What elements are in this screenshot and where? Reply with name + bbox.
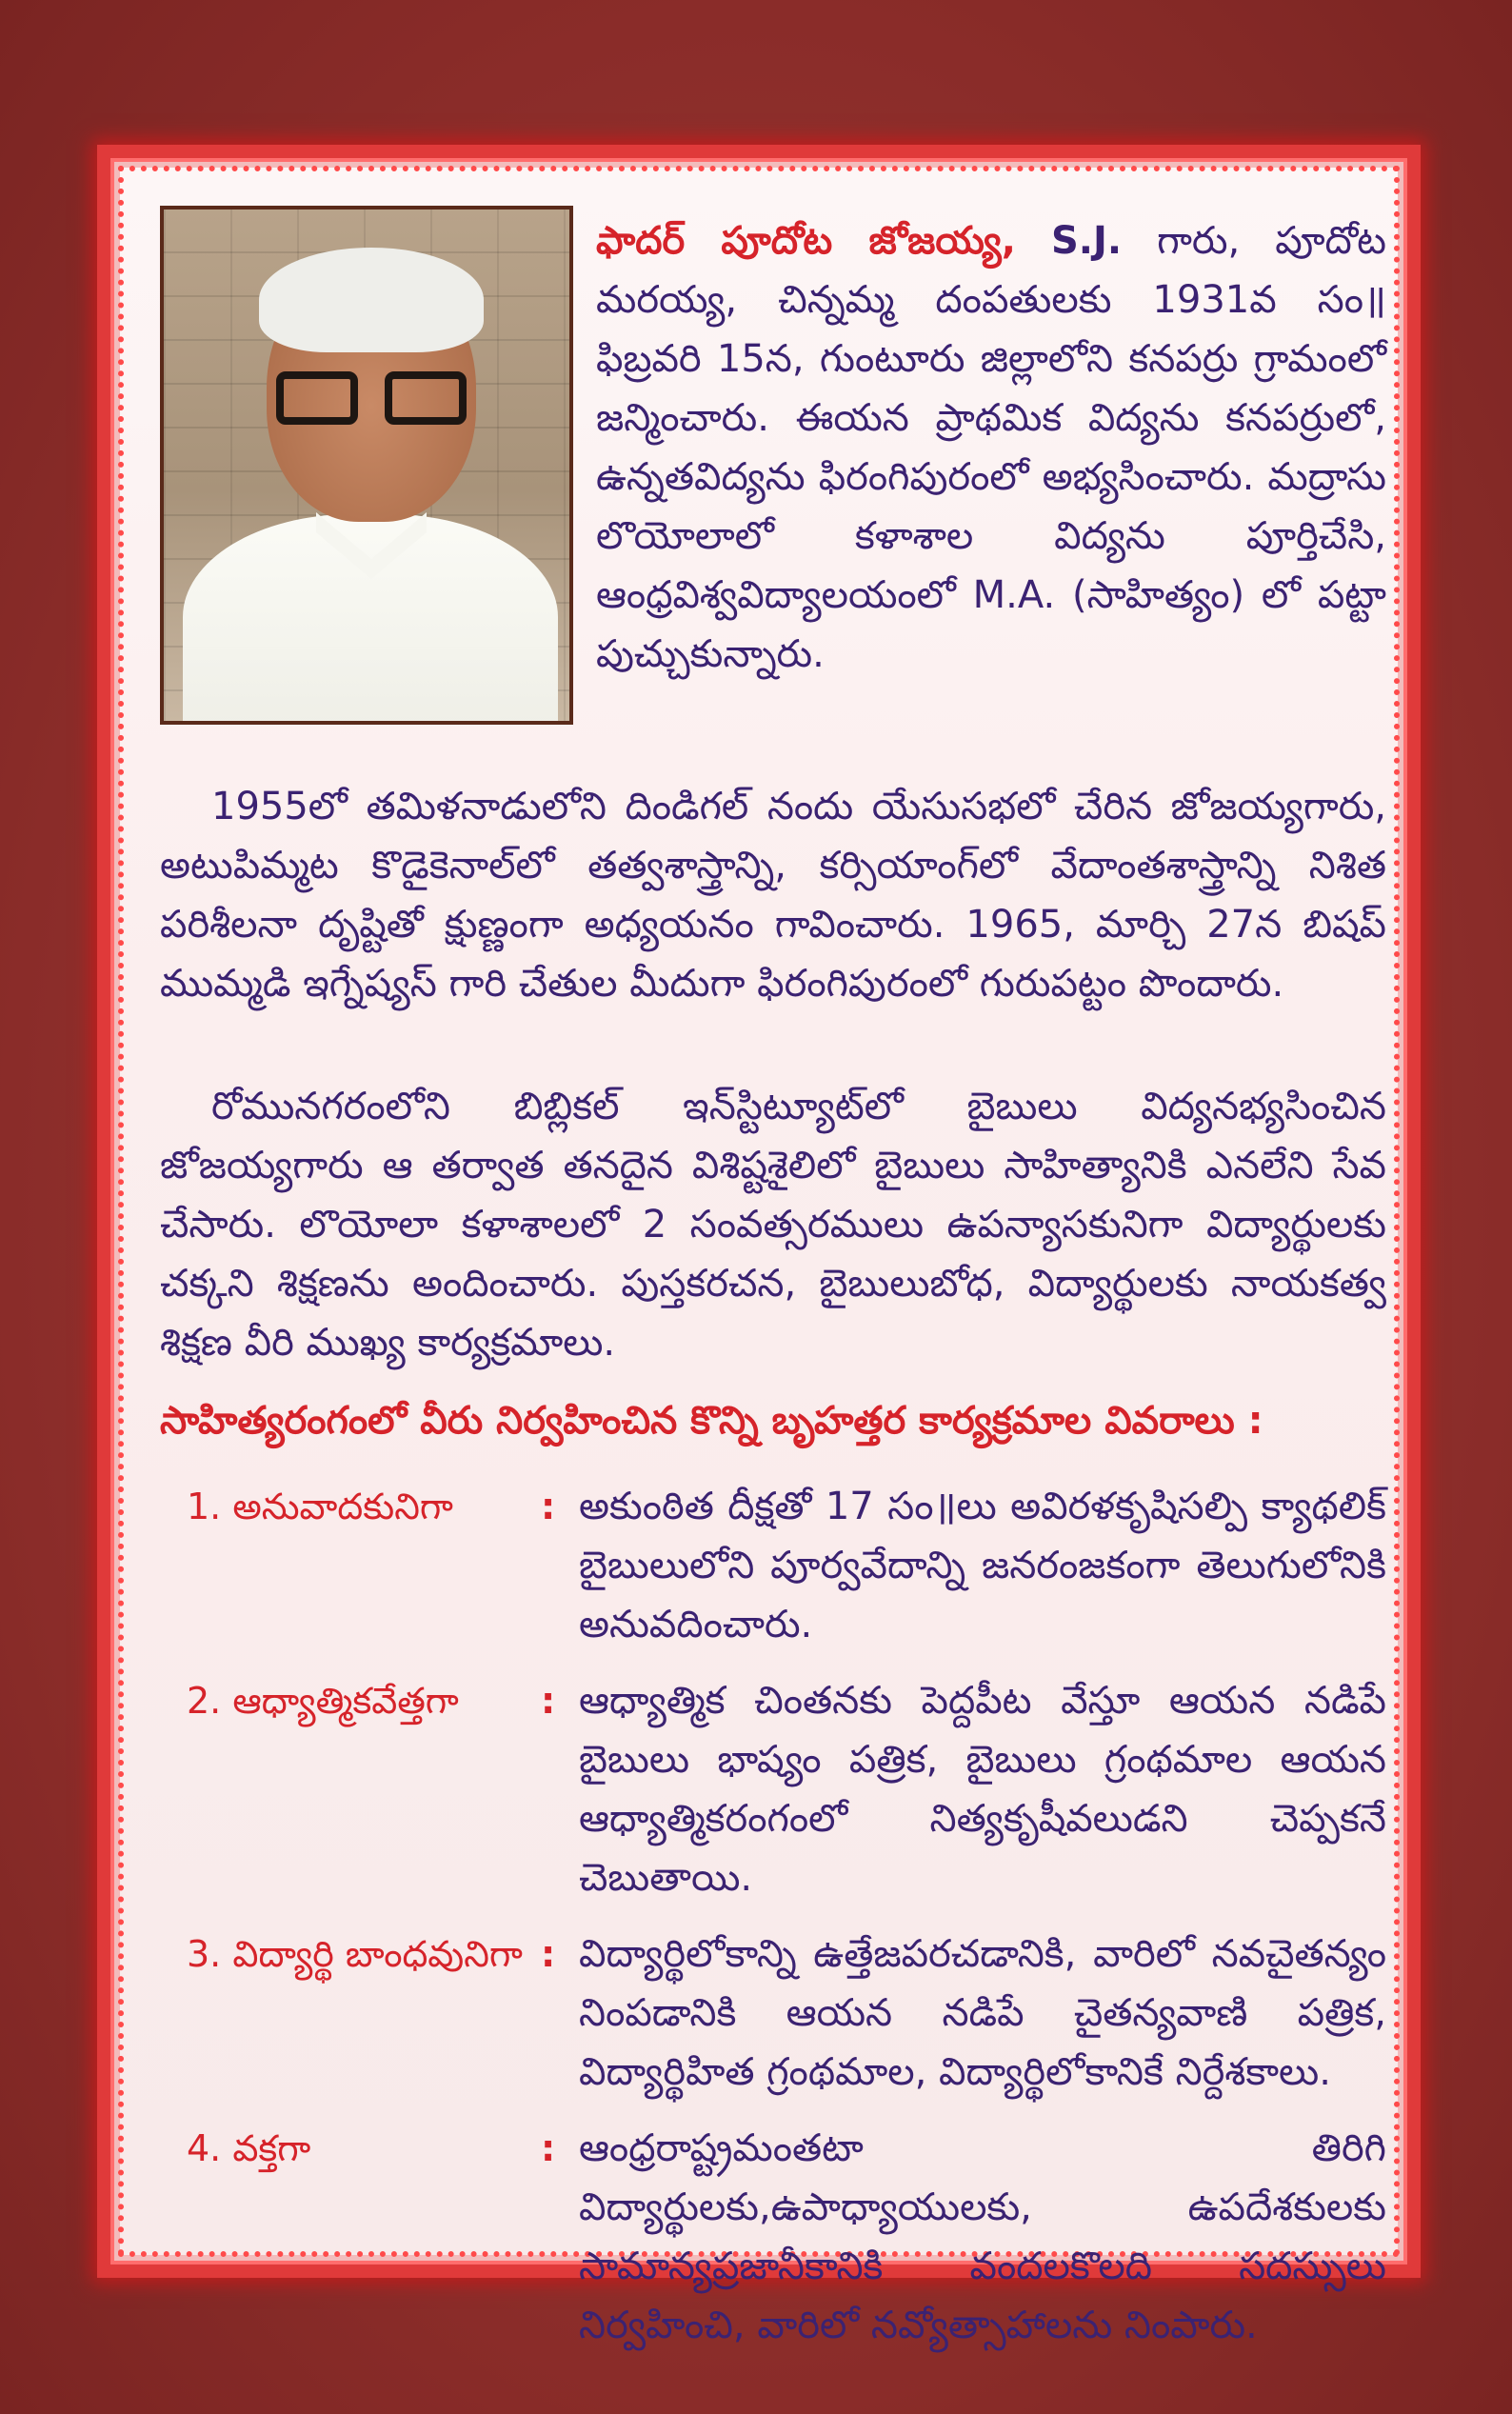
item-label: 2. ఆధ్యాత్మికవేత్తగా bbox=[187, 1680, 459, 1722]
author-intro-text: గారు, పూదోట మరయ్య, చిన్నమ్మ దంపతులకు 1931వ సం॥ ఫిబ్రవరి 15న, గుంటూరు జిల్లాలోని కనపర్రు గ్రామంలో జన్మించారు. ఈయన ప్రాథమిక విద్యను కనపర్రులో, ఉన్నతవిద్యను ఫిరంగిపురంలో అభ్యసించారు. మద్రాసు లొయోలాలో కళాశాల విద్యను పూర్తిచేసి, ఆంధ్రవిశ్వవిద్యాలయంలో M.A. (సాహిత్యం) లో పట్టా పుచ్చుకున్నారు. bbox=[596, 219, 1386, 676]
list-item bbox=[160, 1671, 1386, 1907]
author-photo bbox=[160, 206, 573, 725]
item-label: 1. అనువాదకునిగా bbox=[187, 1486, 453, 1527]
photo-shirt bbox=[183, 514, 558, 725]
item-description: ఆంధ్రరాష్ట్రమంతటా తిరిగి విద్యార్థులకు,ఉపాధ్యాయులకు, ఉపదేశకులకు సామాన్యప్రజానీకానికి వందలకొలది సదస్సులు నిర్వహించి, వారిలో నవ్యోత్సాహాలను నింపారు. bbox=[579, 2126, 1386, 2347]
item-label: 3. విద్యార్థి బాంధవునిగా bbox=[187, 1933, 523, 1975]
item-description: విద్యార్థిలోకాన్ని ఉత్తేజపరచడానికి, వారిలో నవచైతన్యం నింపడానికి ఆయన నడిపే చైతన్యవాణి పత్రిక, విద్యార్థిహిత గ్రంథమాల, విద్యార్థిలోకానికే నిర్దేశకాలు. bbox=[579, 1932, 1386, 2094]
list-item bbox=[160, 1477, 1386, 1654]
item-label: 4. వక్తగా bbox=[187, 2127, 311, 2169]
bio-paragraph-1: 1955లో తమిళనాడులోని దిండిగల్ నందు యేసుసభలో చేరిన జోజయ్యగారు, అటుపిమ్మట కొడైకెనాల్‌లో తత్వశాస్త్రాన్ని, కర్సియాంగ్‌లో వేదాంతశాస్త్రాన్ని నిశిత పరిశీలనా దృష్టితో క్షుణ్ణంగా అధ్యయనం గావించారు. 1965, మార్చి 27న బిషప్ ముమ్మడి ఇగ్నేష్యస్ గారి చేతుల మీదుగా ఫిరంగిపురంలో గురుపట్టం పొందారు. bbox=[160, 785, 1386, 1006]
item-description: అకుంఠిత దీక్షతో 17 సం॥లు అవిరళకృషిసల్పి క్యాథలిక్ బైబులులోని పూర్వవేదాన్ని జనరంజకంగా తెలుగులోనికి అనువదించారు. bbox=[579, 1485, 1386, 1646]
author-intro bbox=[596, 211, 1386, 684]
photo-glasses bbox=[276, 371, 467, 425]
item-colon: : bbox=[541, 2127, 556, 2169]
item-description: ఆధ్యాత్మిక చింతనకు పెద్దపీట వేస్తూ ఆయన నడిపే బైబులు భాష్యం పత్రిక, బైబులు గ్రంథమాల ఆయన ఆధ్యాత్మికరంగంలో నిత్యకృషీవలుడని చెప్పకనే చెబుతాయి. bbox=[579, 1679, 1386, 1900]
list-item bbox=[160, 1925, 1386, 2102]
author-name: ఫాదర్ పూదోట జోజయ్య, bbox=[596, 219, 1016, 263]
item-colon: : bbox=[541, 1680, 556, 1722]
bio-paragraph-2: రోమునగరంలోని బిబ్లికల్ ఇన్‌స్టిట్యూట్‌లో బైబులు విద్యనభ్యసించిన జోజయ్యగారు ఆ తర్వాత తనదైన విశిష్టశైలిలో బైబులు సాహిత్యానికి ఎనలేని సేవ చేసారు. లొయోలా కళాశాలలో 2 సంవత్సరములు ఉపన్యాసకునిగా విద్యార్థులకు చక్కని శిక్షణను అందించారు. పుస్తకరచన, బైబులుబోధ, విద్యార్థులకు నాయకత్వ శిక్షణ వీరి ముఖ్య కార్యక్రమాలు. bbox=[160, 1085, 1386, 1365]
activities-list bbox=[160, 1477, 1386, 2372]
section-heading: సాహిత్యరంగంలో వీరు నిర్వహించిన కొన్ని బృహత్తర కార్యక్రమాల వివరాలు : bbox=[160, 1399, 1263, 1443]
content-panel bbox=[97, 145, 1421, 2347]
list-item bbox=[160, 2119, 1386, 2355]
item-colon: : bbox=[541, 1933, 556, 1975]
author-title: S.J. bbox=[1050, 219, 1123, 263]
photo-hair bbox=[259, 248, 484, 352]
item-colon: : bbox=[541, 1486, 556, 1527]
